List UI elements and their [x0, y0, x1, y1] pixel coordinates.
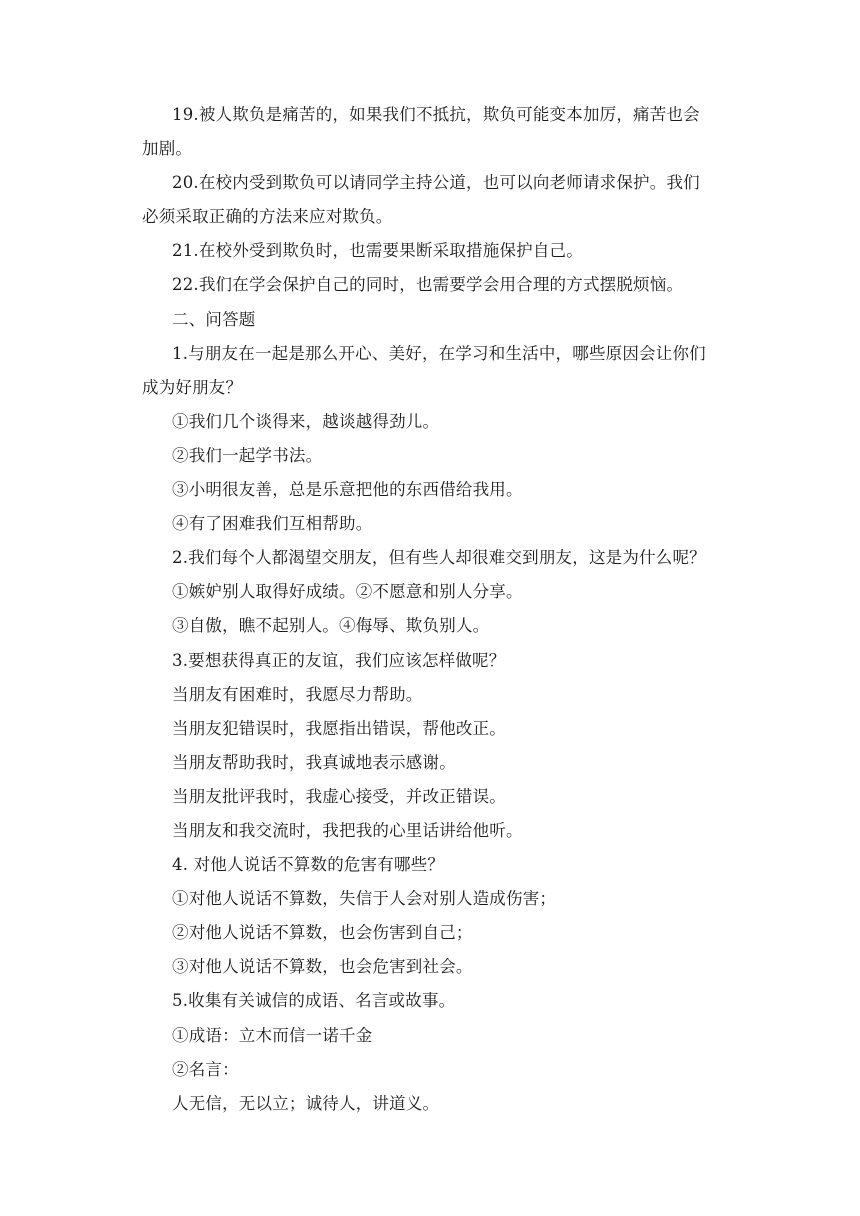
paragraph-line: 4. 对他人说话不算数的危害有哪些？: [172, 855, 445, 875]
paragraph-line: 2.我们每个人都渴望交朋友，但有些人却很难交到朋友，这是为什么呢？: [172, 548, 706, 568]
paragraph-continuation-line: 成为好朋友？: [142, 377, 243, 397]
paragraph-continuation-line: 加剧。: [142, 139, 193, 159]
paragraph-line: 1.与朋友在一起是那么开心、美好，在学习和生活中，哪些原因会让你们: [172, 343, 706, 363]
document-body: [142, 98, 732, 1121]
paragraph-line: 当朋友批评我时，我虚心接受，并改正错误。: [172, 786, 506, 806]
paragraph-line: 19.被人欺负是痛苦的，如果我们不抵抗，欺负可能变本加厉，痛苦也会: [172, 105, 700, 124]
paragraph-line: ③自傲，瞧不起别人。④侮辱、欺负别人。: [172, 616, 490, 636]
paragraph-line: ②对他人说话不算数，也会伤害到自己；: [172, 923, 473, 943]
paragraph-line: 21.在校外受到欺负时，也需要果断采取措施保护自己。: [172, 241, 583, 261]
paragraph-line: 当朋友有困难时，我愿尽力帮助。: [172, 684, 423, 704]
paragraph-line: ④有了困难我们互相帮助。: [172, 514, 373, 534]
paragraph-line: ③小明很友善，总是乐意把他的东西借给我用。: [172, 480, 523, 500]
paragraph-continuation-line: 必须采取正确的方法来应对欺负。: [142, 207, 393, 227]
paragraph-line: ①嫉妒别人取得好成绩。②不愿意和别人分享。: [172, 582, 523, 602]
paragraph-line: 当朋友犯错误时，我愿指出错误，帮他改正。: [172, 718, 506, 738]
paragraph-line: 当朋友和我交流时，我把我的心里话讲给他听。: [172, 820, 523, 840]
paragraph-line: ①成语：立木而信一诺千金: [172, 1025, 373, 1045]
paragraph-line: 3.要想获得真正的友谊，我们应该怎样做呢？: [172, 650, 506, 670]
paragraph-line: ①我们几个谈得来，越谈越得劲儿。: [172, 411, 440, 431]
paragraph-line: 当朋友帮助我时，我真诚地表示感谢。: [172, 752, 456, 772]
paragraph-line: ②名言：: [172, 1059, 239, 1079]
paragraph-line: ②我们一起学书法。: [172, 445, 323, 465]
paragraph-line: 二、问答题: [172, 309, 256, 329]
paragraph-line: 22.我们在学会保护自己的同时，也需要学会用合理的方式摆脱烦恼。: [172, 275, 684, 295]
paragraph-line: 20.在校内受到欺负可以请同学主持公道，也可以向老师请求保护。我们: [172, 173, 700, 193]
paragraph-line: ③对他人说话不算数，也会危害到社会。: [172, 957, 473, 977]
paragraph-line: 人无信，无以立；诚待人，讲道义。: [172, 1093, 440, 1113]
paragraph-line: 5.收集有关诚信的成语、名言或故事。: [172, 991, 456, 1011]
paragraph-line: ①对他人说话不算数，失信于人会对别人造成伤害；: [172, 889, 557, 909]
